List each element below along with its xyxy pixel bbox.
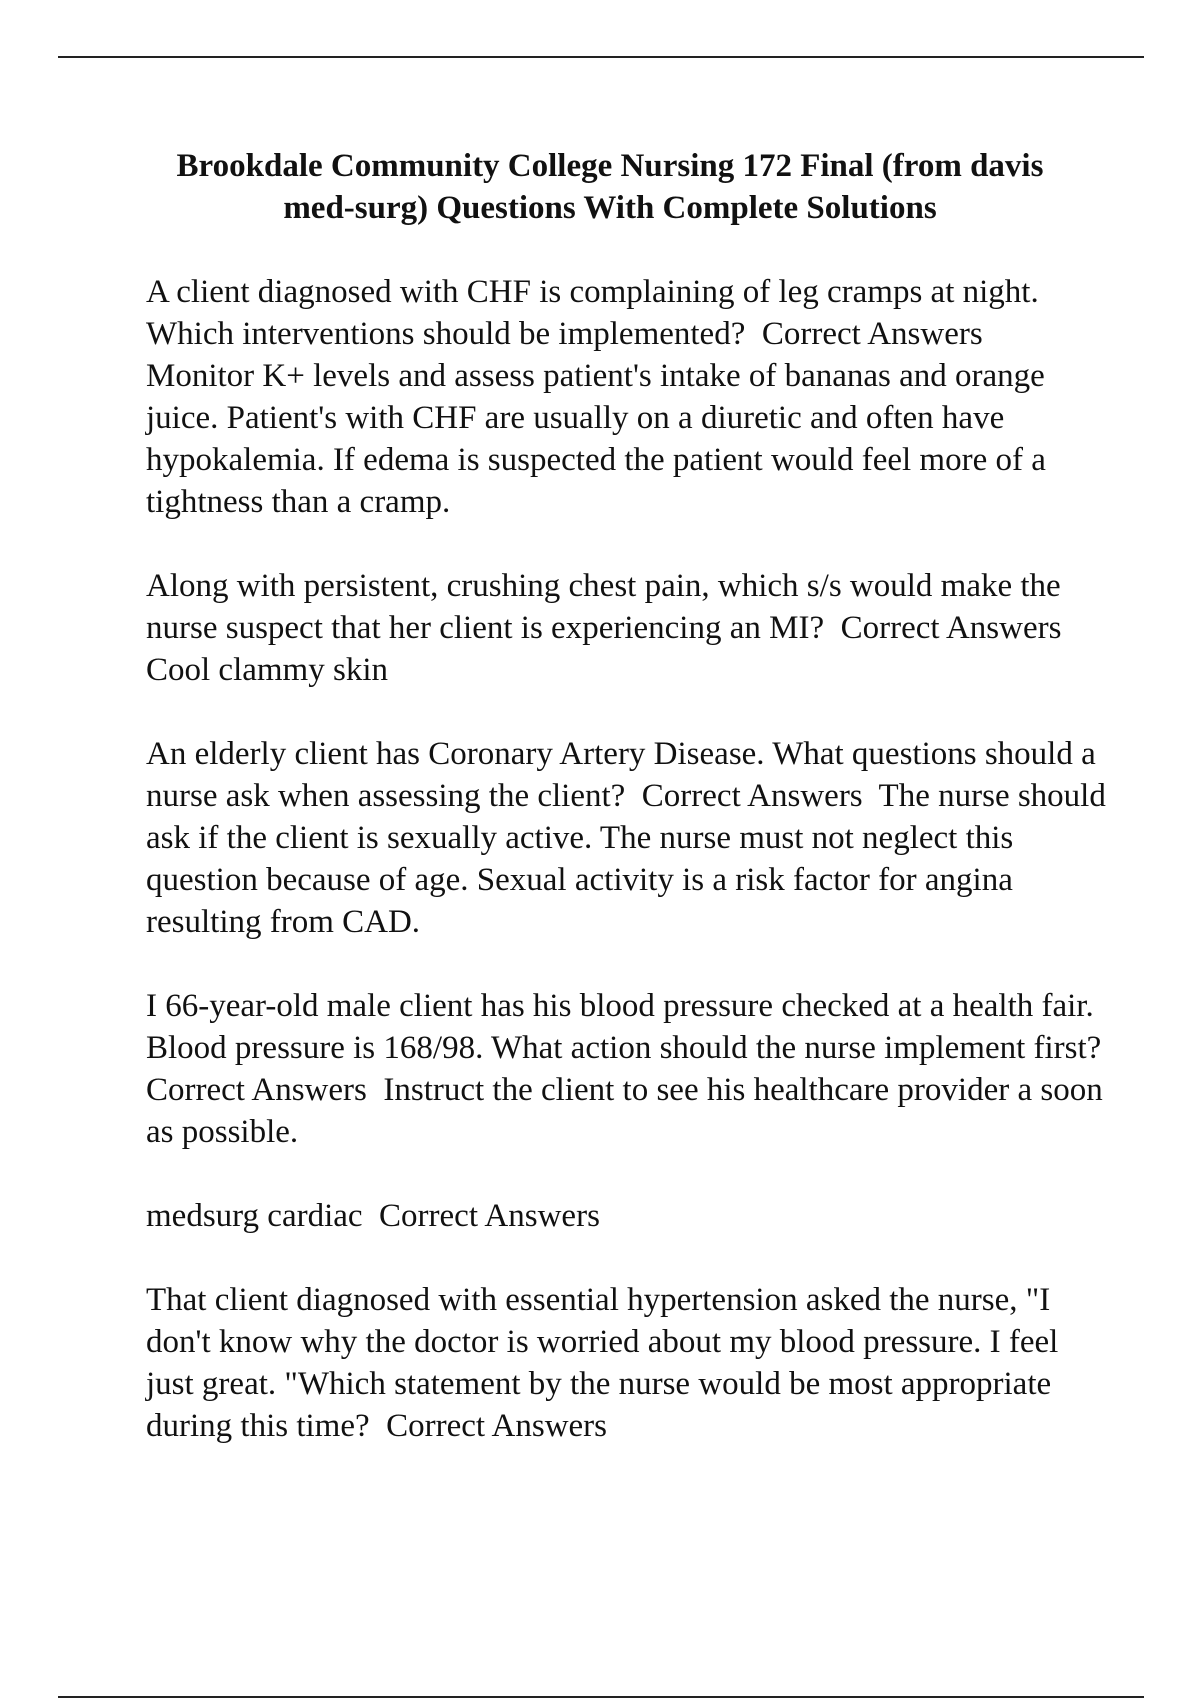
top-rule [58,56,1144,58]
question-answer-3: An elderly client has Coronary Artery Disease. What questions should a nurse ask when assessing the client? Correct Answers The nurse should ask if the client is sexually active. The nurse must not neglect this question because of age. Sexual activity is a risk factor for angina resulting from CAD. [146,736,1115,940]
question-list [146,271,1118,1489]
document-title: Brookdale Community College Nursing 172 Final (from davis med-surg) Questions With Complete Solutions [176,148,1044,226]
question-answer-2: Along with persistent, crushing chest pain, which s/s would make the nurse suspect that her client is experiencing an MI? Correct Answers Cool clammy skin [146,568,1078,688]
question-answer-6: That client diagnosed with essential hypertension asked the nurse, "I don't know why the doctor is worried about my blood pressure. I feel just great. "Which statement by the nurse would be most appropriate during this time? Correct Answers [146,1282,1067,1444]
question-answer-1: A client diagnosed with CHF is complaining of leg cramps at night. Which interventions should be implemented? Correct Answers Monitor K+ levels and assess patient's intake of bananas and orange juice. Patient's with CHF are usually on a diuretic and often have hypokalemia. If edema is suspected the patient would feel more of a tightness than a cramp. [146,274,1055,520]
question-answer-5: medsurg cardiac Correct Answers [146,1198,600,1234]
bottom-rule [58,1696,1144,1698]
question-answer-4: I 66-year-old male client has his blood pressure checked at a health fair. Blood pressure is 168/98. What action should the nurse implement first? Correct Answers Instruct the client to see his healthcare provider a soon as possible. [146,988,1118,1150]
